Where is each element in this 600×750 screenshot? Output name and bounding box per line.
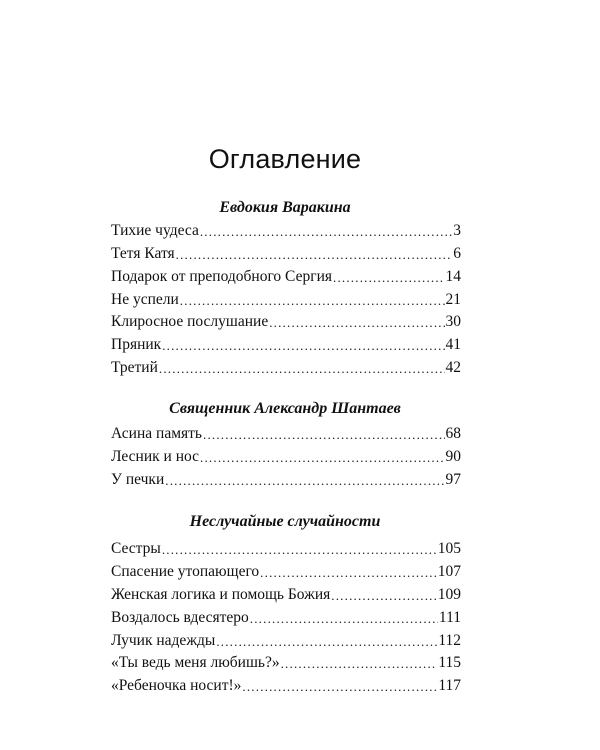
toc-entry-title: Лесник и нос <box>111 448 200 465</box>
dot-leader <box>200 450 444 466</box>
toc-entry[interactable] <box>111 446 461 466</box>
section-heading-neslucheynye: Неслучайные случайности <box>189 513 381 530</box>
toc-entry-title: Асина память <box>111 425 202 442</box>
toc-entry-title: Клиросное послушание <box>111 313 269 330</box>
toc-entry[interactable] <box>111 266 461 286</box>
toc-entry-page: 117 <box>438 677 461 694</box>
toc-entry[interactable] <box>111 652 461 672</box>
toc-entry[interactable] <box>111 675 461 695</box>
dot-leader <box>162 542 437 558</box>
toc-entry-page: 14 <box>445 268 461 285</box>
toc-entry-title: Пряник <box>111 336 162 353</box>
toc-entry-page: 107 <box>437 563 461 580</box>
toc-entry[interactable] <box>111 334 461 354</box>
toc-entry-page: 112 <box>438 632 461 649</box>
toc-entry-title: Не успели <box>111 291 179 308</box>
toc-entry[interactable] <box>111 469 461 489</box>
toc-entry-title: «Ты ведь меня любишь?» <box>111 654 280 671</box>
toc-entry-page: 3 <box>453 222 461 239</box>
toc-entry-page: 68 <box>445 425 461 442</box>
toc-entry-title: У печки <box>111 471 165 488</box>
dot-leader <box>242 679 437 695</box>
toc-entry-page: 21 <box>445 291 461 308</box>
toc-entry-title: Третий <box>111 359 158 376</box>
toc-entry-page: 115 <box>438 654 461 671</box>
toc-entry-page: 97 <box>445 471 461 488</box>
toc-entry-title: Женская логика и помощь Божия <box>111 586 331 603</box>
toc-entry-page: 42 <box>445 359 461 376</box>
section-heading-shantaev: Священник Александр Шантаев <box>169 400 401 417</box>
toc-entry-title: Воздалось вдесятеро <box>111 609 249 626</box>
dot-leader <box>331 588 436 604</box>
dot-leader <box>269 315 444 331</box>
dot-leader <box>162 338 444 354</box>
toc-entry[interactable] <box>111 220 461 240</box>
toc-entry-title: Подарок от преподобного Сергия <box>111 268 332 285</box>
dot-leader <box>250 611 438 627</box>
dot-leader <box>159 361 445 377</box>
toc-entry-page: 41 <box>445 336 461 353</box>
page-title: Оглавление <box>208 144 362 174</box>
dot-leader <box>165 473 444 489</box>
dot-leader <box>281 656 438 672</box>
toc-entry[interactable] <box>111 630 461 650</box>
dot-leader <box>333 270 445 286</box>
toc-entry-page: 90 <box>445 448 461 465</box>
toc-entry[interactable] <box>111 607 461 627</box>
toc-entry[interactable] <box>111 289 461 309</box>
toc-entry-title: «Ребеночка носит!» <box>111 677 242 694</box>
toc-entry-title: Лучик надежды <box>111 632 216 649</box>
toc-entry[interactable] <box>111 243 461 263</box>
toc-entry[interactable] <box>111 538 461 558</box>
toc-entry-title: Тетя Катя <box>111 245 175 262</box>
toc-entry[interactable] <box>111 357 461 377</box>
toc-entry-page: 6 <box>453 245 461 262</box>
toc-entry[interactable] <box>111 423 461 443</box>
toc-entry-page: 111 <box>438 609 461 626</box>
toc-entry[interactable] <box>111 311 461 331</box>
toc-entry[interactable] <box>111 584 461 604</box>
dot-leader <box>203 427 445 443</box>
dot-leader <box>260 565 437 581</box>
section-heading-varakina: Евдокия Варакина <box>219 199 351 216</box>
dot-leader <box>216 634 437 650</box>
toc-entry-title: Тихие чудеса <box>111 222 199 239</box>
toc-entry-title: Спасение утопающего <box>111 563 260 580</box>
toc-entry-page: 109 <box>437 586 461 603</box>
toc-entry-page: 105 <box>437 540 461 557</box>
dot-leader <box>180 293 445 309</box>
toc-entry-page: 30 <box>445 313 461 330</box>
dot-leader <box>200 224 452 240</box>
toc-entry-title: Сестры <box>111 540 161 557</box>
toc-entry[interactable] <box>111 561 461 581</box>
dot-leader <box>176 247 453 263</box>
